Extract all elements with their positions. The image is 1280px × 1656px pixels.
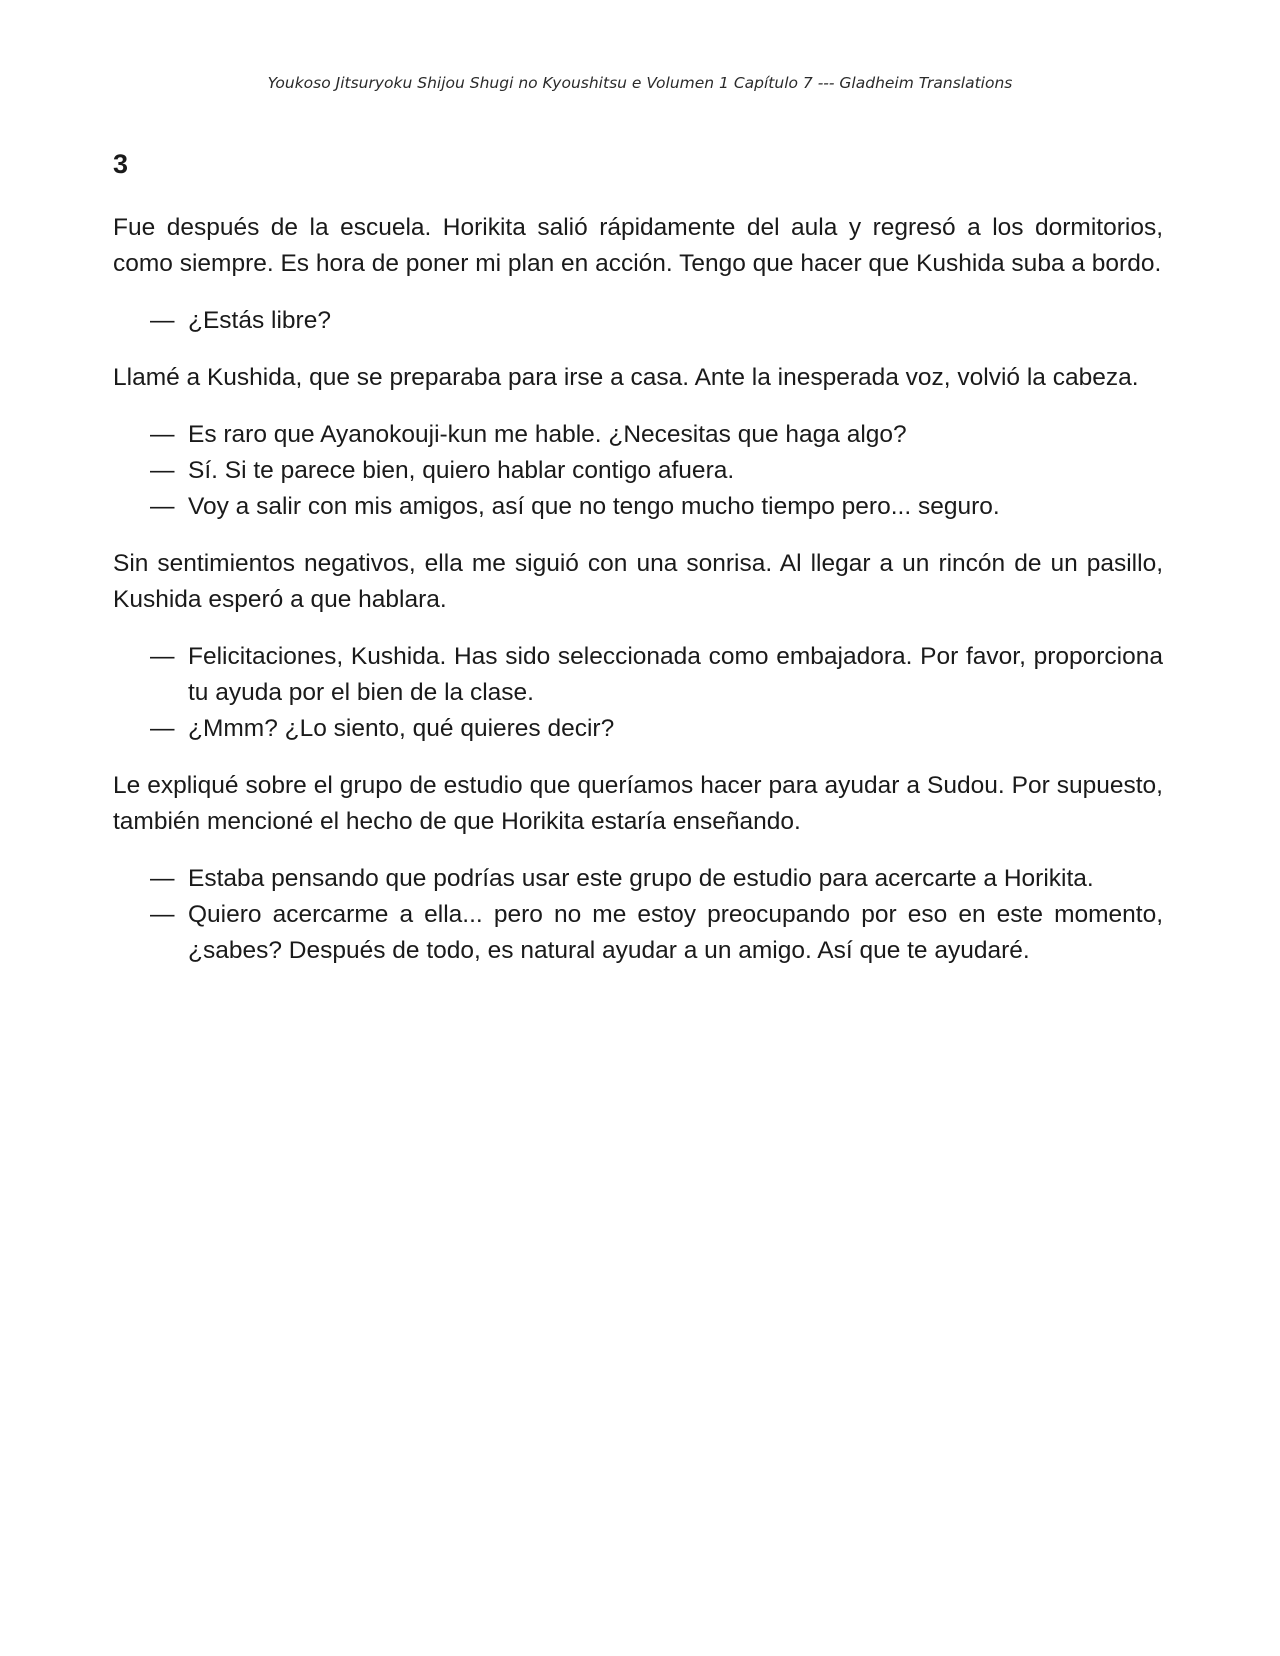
dialogue-line-8 (113, 897, 1163, 969)
dialogue-group-4 (113, 861, 1163, 969)
dialogue-line-5 (113, 639, 1163, 711)
dialogue-line-3 (113, 453, 1163, 489)
dialogue-dash: — (150, 901, 175, 928)
dialogue-dash: — (150, 643, 175, 670)
paragraph-4: Le expliqué sobre el grupo de estudio que queríamos hacer para ayudar a Sudou. Por supuesto, también mencioné el hecho de que Horikita estaría enseñando. (113, 772, 1163, 835)
dialogue-dash: — (150, 493, 175, 520)
dialogue-group-1 (113, 303, 1163, 339)
dialogue-group-3 (113, 639, 1163, 747)
dialogue-text: ¿Estás libre? (188, 307, 331, 334)
dialogue-line-6 (113, 711, 1163, 747)
paragraph-1: Fue después de la escuela. Horikita salió rápidamente del aula y regresó a los dormitorios, como siempre. Es hora de poner mi plan en acción. Tengo que hacer que Kushida suba a bordo. (113, 214, 1163, 277)
dialogue-text: Voy a salir con mis amigos, así que no tengo mucho tiempo pero... seguro. (188, 493, 1000, 520)
dialogue-line-1 (113, 303, 1163, 339)
dialogue-dash: — (150, 715, 175, 742)
paragraph-3: Sin sentimientos negativos, ella me siguió con una sonrisa. Al llegar a un rincón de un pasillo, Kushida esperó a que hablara. (113, 550, 1163, 613)
dialogue-dash: — (150, 421, 175, 448)
dialogue-text: ¿Mmm? ¿Lo siento, qué quieres decir? (188, 715, 615, 742)
dialogue-text: Quiero acercarme a ella... pero no me estoy preocupando por eso en este momento, ¿sabes? Después de todo, es natural ayudar a un amigo. Así que te ayudaré. (188, 901, 1163, 964)
dialogue-dash: — (150, 865, 175, 892)
dialogue-text: Estaba pensando que podrías usar este grupo de estudio para acercarte a Horikita. (188, 865, 1094, 892)
dialogue-text: Felicitaciones, Kushida. Has sido seleccionada como embajadora. Por favor, proporciona tu ayuda por el bien de la clase. (188, 643, 1163, 706)
dialogue-group-2 (113, 417, 1163, 525)
page-content (113, 146, 1163, 990)
dialogue-text: Sí. Si te parece bien, quiero hablar contigo afuera. (188, 457, 735, 484)
dialogue-dash: — (150, 307, 175, 334)
section-number: 3 (113, 149, 129, 179)
dialogue-dash: — (150, 457, 175, 484)
paragraph-2: Llamé a Kushida, que se preparaba para irse a casa. Ante la inesperada voz, volvió la cabeza. (113, 364, 1139, 391)
dialogue-line-7 (113, 861, 1163, 897)
dialogue-line-2 (113, 417, 1163, 453)
running-header: Youkoso Jitsuryoku Shijou Shugi no Kyoushitsu e Volumen 1 Capítulo 7 --- Gladheim Translations (267, 74, 1013, 92)
dialogue-text: Es raro que Ayanokouji-kun me hable. ¿Necesitas que haga algo? (188, 421, 907, 448)
dialogue-line-4 (113, 489, 1163, 525)
